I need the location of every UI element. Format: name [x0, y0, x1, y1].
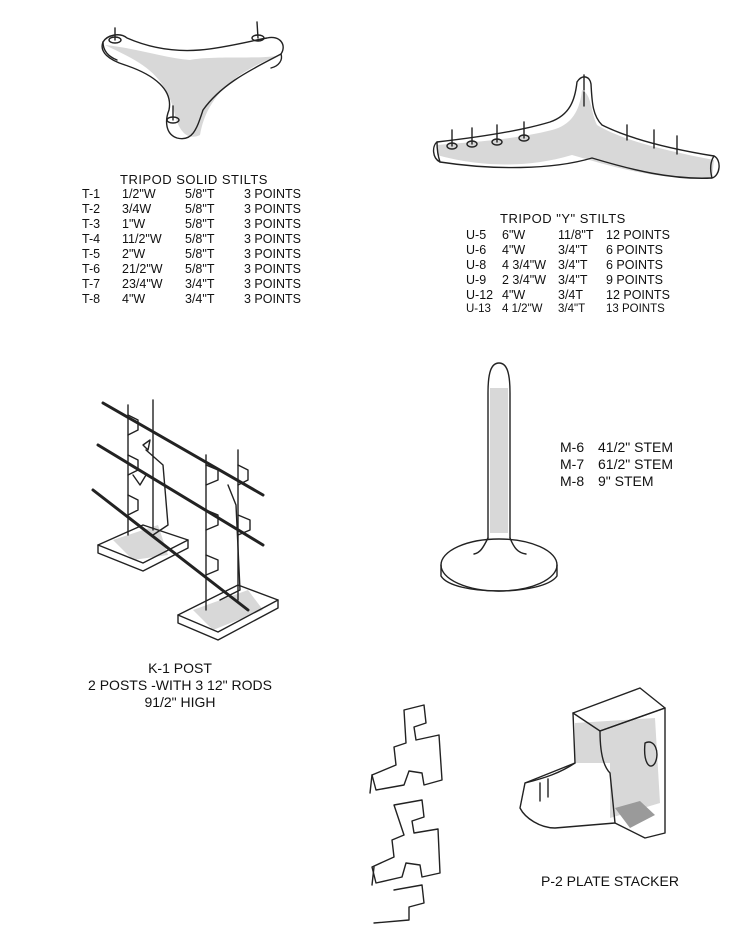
tripod-y-width: 4"W	[502, 243, 526, 257]
tripod-solid-width: 4"W	[122, 292, 146, 306]
tripod-y-width: 4"W	[502, 288, 526, 302]
tripod-solid-width: 1"W	[122, 217, 146, 231]
tripod-solid-width: 1/2"W	[122, 187, 156, 201]
plate-stacker-illustration	[515, 683, 675, 848]
tripod-solid-width: 11/2"W	[122, 232, 162, 246]
rack-profile-illustration	[364, 705, 476, 923]
tripod-y-points: 12 POINTS	[606, 228, 670, 242]
tripod-y-points: 6 POINTS	[606, 243, 663, 257]
tripod-solid-thick: 5/8"T	[185, 217, 215, 231]
k1-post-name: K-1 POST	[148, 660, 212, 676]
tripod-y-thick: 3/4T	[558, 288, 584, 302]
tripod-solid-width: 21/2"W	[122, 262, 163, 276]
tripod-solid-code: T-6	[82, 262, 101, 276]
stem-stand-illustration	[438, 358, 563, 593]
tripod-solid-width: 3/4W	[122, 202, 152, 216]
tripod-solid-thick: 5/8"T	[185, 262, 215, 276]
tripod-solid-code: T-8	[82, 292, 101, 306]
tripod-y-code: U-6	[466, 243, 487, 257]
tripod-y-points: 12 POINTS	[606, 288, 670, 302]
tripod-solid-points: 3 POINTS	[244, 262, 301, 276]
stem-desc: 9" STEM	[598, 473, 654, 489]
tripod-solid-points: 3 POINTS	[244, 217, 301, 231]
tripod-solid-thick: 5/8"T	[185, 202, 215, 216]
k1-post-height: 91/2" HIGH	[144, 694, 216, 710]
tripod-solid-points: 3 POINTS	[244, 187, 301, 201]
tripod-solid-points: 3 POINTS	[244, 292, 301, 306]
tripod-y-thick: 3/4"T	[558, 243, 588, 257]
tripod-solid-points: 3 POINTS	[244, 232, 301, 246]
k1-post-rods: 2 POSTS -WITH 3 12" RODS	[88, 677, 272, 693]
tripod-y-thick: 3/4"T	[558, 258, 588, 272]
tripod-solid-stilt-illustration	[95, 20, 295, 150]
tripod-y-stilt-illustration	[432, 70, 727, 195]
tripod-solid-width: 2"W	[122, 247, 146, 261]
tripod-y-points: 13 POINTS	[606, 303, 665, 315]
tripod-solid-points: 3 POINTS	[244, 277, 301, 291]
tripod-solid-width: 23/4"W	[122, 277, 163, 291]
stem-code: M-8	[560, 473, 585, 489]
tripod-y-thick: 11/8"T	[558, 228, 594, 242]
tripod-y-code: U-13	[466, 303, 491, 315]
tripod-solid-code: T-7	[82, 277, 101, 291]
tripod-solid-code: T-2	[82, 202, 101, 216]
tripod-solid-thick: 5/8"T	[185, 187, 215, 201]
k1-post-caption	[65, 660, 295, 711]
stem-code: M-6	[560, 439, 585, 455]
tripod-solid-points: 3 POINTS	[244, 247, 301, 261]
tripod-solid-code: T-4	[82, 232, 101, 246]
tripod-solid-thick: 5/8"T	[185, 232, 215, 246]
tripod-solid-code: T-1	[82, 187, 101, 201]
plate-stacker-label: P-2 PLATE STACKER	[541, 873, 679, 889]
tripod-y-thick: 3/4"T	[558, 303, 586, 315]
tripod-y-width: 4 1/2"W	[502, 303, 543, 315]
tripod-y-width: 6"W	[502, 228, 526, 242]
k1-post-illustration	[88, 395, 283, 650]
stem-desc: 41/2" STEM	[598, 439, 673, 455]
tripod-solid-code: T-5	[82, 247, 101, 261]
tripod-solid-thick: 3/4"T	[185, 292, 215, 306]
tripod-solid-title: TRIPOD SOLID STILTS	[120, 172, 268, 187]
tripod-y-points: 9 POINTS	[606, 273, 663, 287]
tripod-y-width: 2 3/4"W	[502, 273, 547, 287]
tripod-solid-points: 3 POINTS	[244, 202, 301, 216]
tripod-y-thick: 3/4"T	[558, 273, 588, 287]
tripod-solid-thick: 3/4"T	[185, 277, 215, 291]
tripod-y-title: TRIPOD "Y" STILTS	[500, 211, 626, 226]
tripod-y-code: U-5	[466, 228, 487, 242]
tripod-y-code: U-8	[466, 258, 487, 272]
tripod-y-code: U-9	[466, 273, 487, 287]
tripod-y-width: 4 3/4"W	[502, 258, 547, 272]
tripod-solid-code: T-3	[82, 217, 101, 231]
stem-desc: 61/2" STEM	[598, 456, 673, 472]
tripod-solid-thick: 5/8"T	[185, 247, 215, 261]
tripod-y-points: 6 POINTS	[606, 258, 663, 272]
tripod-y-code: U-12	[466, 288, 494, 302]
stem-code: M-7	[560, 456, 585, 472]
